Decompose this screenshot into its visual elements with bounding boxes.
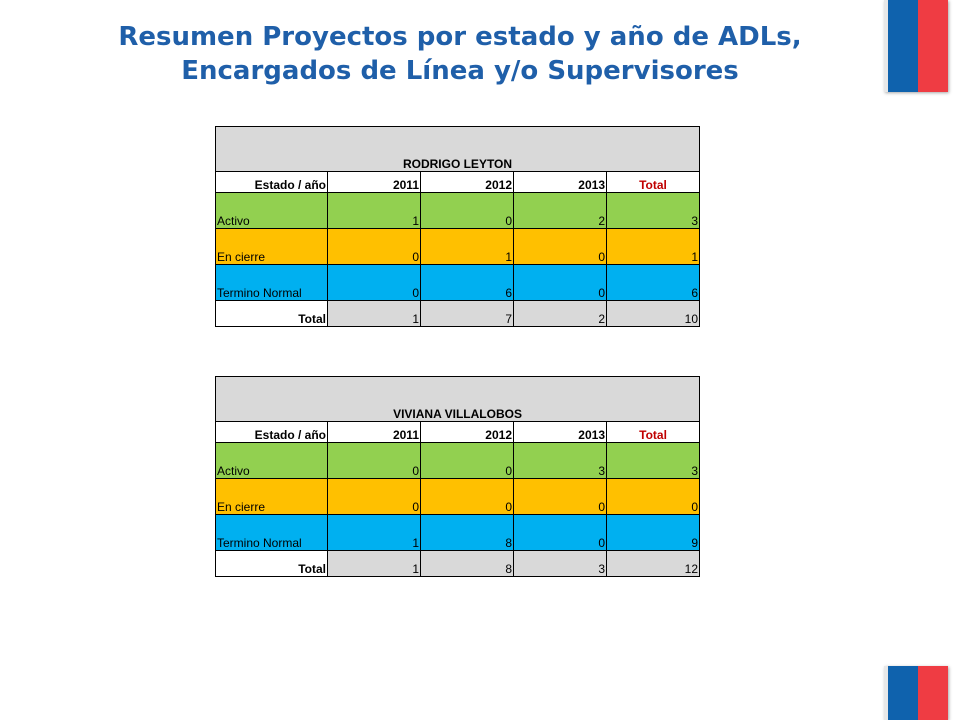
table-cell: 0	[328, 229, 421, 265]
table-row-activo	[216, 443, 700, 479]
table-row-total	[216, 301, 700, 327]
table-row-total	[216, 551, 700, 577]
table-cell: 3	[607, 443, 700, 479]
summary-table-rodrigo-leyton	[215, 126, 700, 327]
table-cell: 6	[421, 265, 514, 301]
table-cell: 0	[514, 479, 607, 515]
row-label: Termino Normal	[216, 265, 328, 301]
table-cell: 0	[421, 193, 514, 229]
table-person-name: RODRIGO LEYTON	[216, 127, 700, 172]
table-cell: 1	[328, 551, 421, 577]
table-cell: 7	[421, 301, 514, 327]
table-row-termino-normal	[216, 515, 700, 551]
title-line-1: Resumen Proyectos por estado y año de ADLs,	[118, 22, 802, 52]
row-label: Total	[216, 551, 328, 577]
table-cell: 2	[514, 301, 607, 327]
column-header: Estado / año	[216, 422, 328, 443]
table-cell: 3	[607, 193, 700, 229]
column-header: 2013	[514, 172, 607, 193]
row-label: En cierre	[216, 479, 328, 515]
title-line-2: Encargados de Línea y/o Supervisores	[181, 56, 739, 86]
table-cell: 2	[514, 193, 607, 229]
table-cell: 3	[514, 443, 607, 479]
row-label: Total	[216, 301, 328, 327]
table-cell: 0	[328, 443, 421, 479]
table-cell: 1	[328, 301, 421, 327]
column-header: 2011	[328, 422, 421, 443]
table-header-row	[216, 422, 700, 443]
summary-table-viviana-villalobos	[215, 376, 700, 577]
table-cell: 0	[421, 479, 514, 515]
row-label: En cierre	[216, 229, 328, 265]
row-label: Activo	[216, 193, 328, 229]
table-row-en-cierre	[216, 229, 700, 265]
table-row-termino-normal	[216, 265, 700, 301]
table-cell: 8	[421, 515, 514, 551]
table-person-name: VIVIANA VILLALOBOS	[216, 377, 700, 422]
row-label: Termino Normal	[216, 515, 328, 551]
column-header: 2011	[328, 172, 421, 193]
page-title	[60, 20, 860, 88]
row-label: Activo	[216, 443, 328, 479]
table-cell: 1	[328, 193, 421, 229]
table-cell: 3	[514, 551, 607, 577]
column-header: Total	[607, 422, 700, 443]
column-header: 2012	[421, 172, 514, 193]
table-cell: 6	[607, 265, 700, 301]
column-header: 2013	[514, 422, 607, 443]
column-header: Estado / año	[216, 172, 328, 193]
column-header: Total	[607, 172, 700, 193]
table-cell: 9	[607, 515, 700, 551]
table-cell: 1	[328, 515, 421, 551]
table-cell: 0	[328, 479, 421, 515]
table-cell: 0	[607, 479, 700, 515]
table-cell: 12	[607, 551, 700, 577]
table-cell: 8	[421, 551, 514, 577]
table-cell: 0	[514, 515, 607, 551]
column-header: 2012	[421, 422, 514, 443]
chile-flag-bottom-logo	[884, 666, 948, 720]
table-cell: 1	[421, 229, 514, 265]
chile-flag-top-logo	[884, 0, 948, 92]
table-cell: 10	[607, 301, 700, 327]
table-row-activo	[216, 193, 700, 229]
table-cell: 1	[607, 229, 700, 265]
table-header-row	[216, 172, 700, 193]
table-cell: 0	[514, 229, 607, 265]
table-cell: 0	[514, 265, 607, 301]
table-row-en-cierre	[216, 479, 700, 515]
table-cell: 0	[328, 265, 421, 301]
table-cell: 0	[421, 443, 514, 479]
